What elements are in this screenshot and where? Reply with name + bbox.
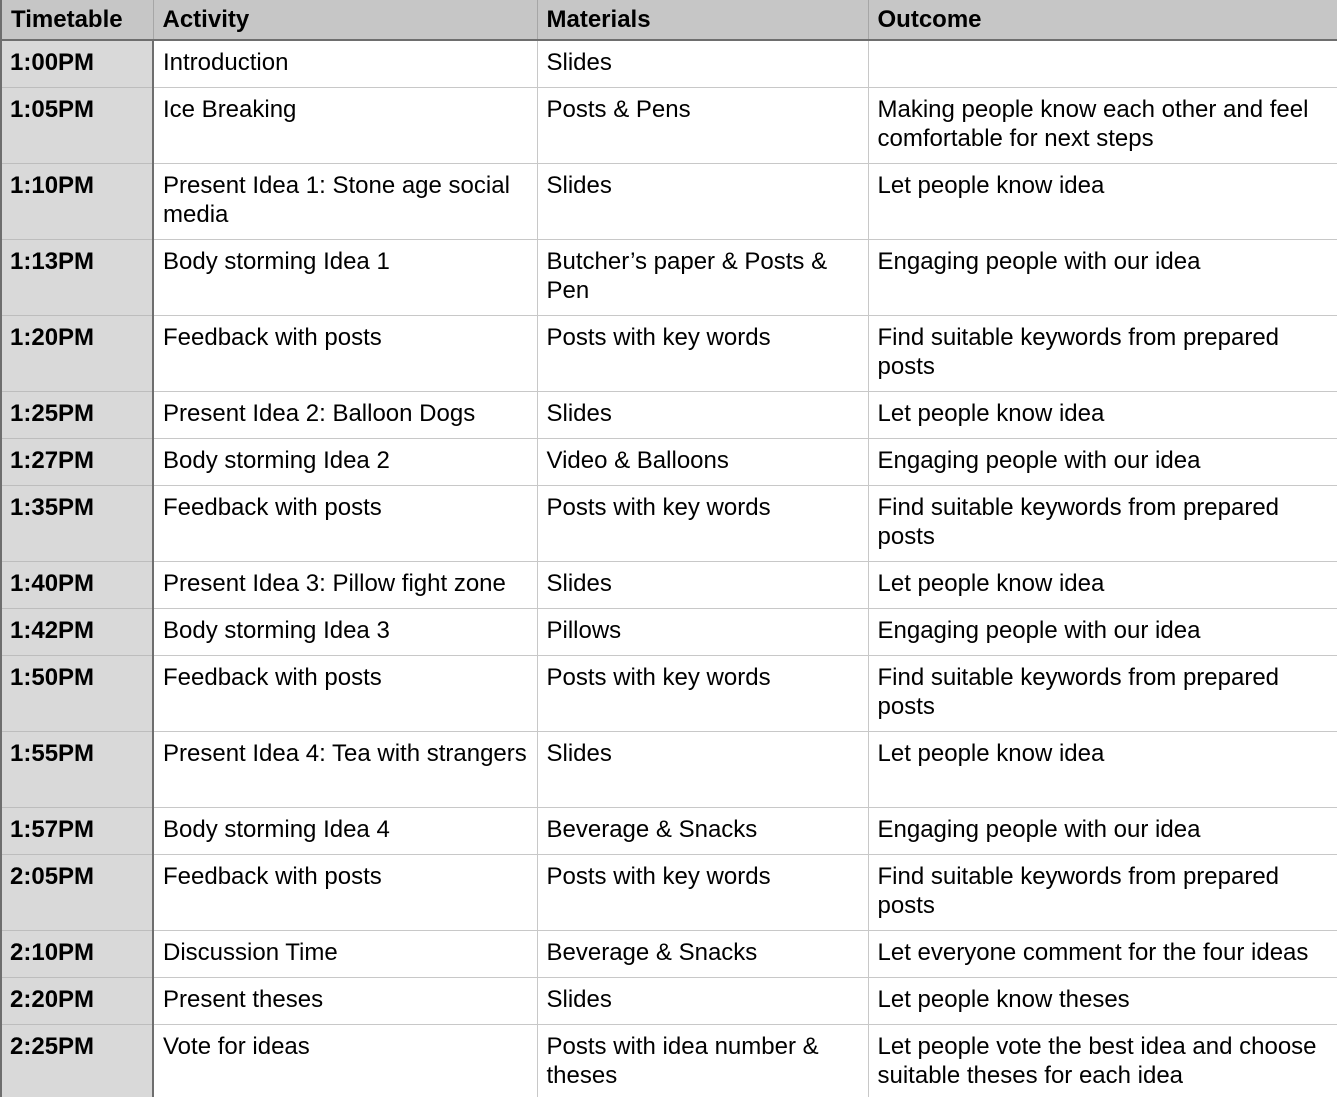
column-header-timetable[interactable]: Timetable xyxy=(1,0,153,40)
table-row xyxy=(1,239,1337,315)
column-header-outcome[interactable]: Outcome xyxy=(868,0,1337,40)
time-cell[interactable]: 1:00PM xyxy=(1,40,153,87)
materials-cell[interactable]: Slides xyxy=(537,977,868,1024)
time-cell[interactable]: 2:25PM xyxy=(1,1024,153,1097)
activity-cell[interactable]: Present Idea 4: Tea with strangers xyxy=(153,731,537,807)
materials-cell[interactable]: Beverage & Snacks xyxy=(537,807,868,854)
materials-cell[interactable]: Slides xyxy=(537,40,868,87)
activity-cell[interactable]: Present Idea 3: Pillow fight zone xyxy=(153,561,537,608)
materials-cell[interactable]: Posts with key words xyxy=(537,315,868,391)
materials-cell[interactable]: Butcher’s paper & Posts & Pen xyxy=(537,239,868,315)
activity-cell[interactable]: Present Idea 2: Balloon Dogs xyxy=(153,391,537,438)
outcome-cell[interactable]: Engaging people with our idea xyxy=(868,239,1337,315)
materials-cell[interactable]: Slides xyxy=(537,561,868,608)
activity-cell[interactable]: Feedback with posts xyxy=(153,485,537,561)
outcome-cell[interactable]: Engaging people with our idea xyxy=(868,608,1337,655)
outcome-cell[interactable]: Let people know idea xyxy=(868,391,1337,438)
activity-cell[interactable]: Ice Breaking xyxy=(153,87,537,163)
table-row xyxy=(1,87,1337,163)
materials-cell[interactable]: Pillows xyxy=(537,608,868,655)
materials-cell[interactable]: Posts with key words xyxy=(537,854,868,930)
table-row xyxy=(1,561,1337,608)
outcome-cell[interactable]: Let everyone comment for the four ideas xyxy=(868,930,1337,977)
table-row xyxy=(1,655,1337,731)
materials-cell[interactable]: Posts with key words xyxy=(537,485,868,561)
table-row xyxy=(1,731,1337,807)
time-cell[interactable]: 1:05PM xyxy=(1,87,153,163)
outcome-cell[interactable]: Find suitable keywords from prepared posts xyxy=(868,655,1337,731)
time-cell[interactable]: 1:25PM xyxy=(1,391,153,438)
materials-cell[interactable]: Posts with key words xyxy=(537,655,868,731)
activity-cell[interactable]: Body storming Idea 2 xyxy=(153,438,537,485)
activity-cell[interactable]: Body storming Idea 1 xyxy=(153,239,537,315)
outcome-cell[interactable]: Let people know idea xyxy=(868,731,1337,807)
time-cell[interactable]: 1:35PM xyxy=(1,485,153,561)
outcome-cell[interactable]: Let people know theses xyxy=(868,977,1337,1024)
time-cell[interactable]: 1:20PM xyxy=(1,315,153,391)
time-cell[interactable]: 2:05PM xyxy=(1,854,153,930)
materials-cell[interactable]: Beverage & Snacks xyxy=(537,930,868,977)
table-row xyxy=(1,438,1337,485)
time-cell[interactable]: 1:40PM xyxy=(1,561,153,608)
column-header-activity[interactable]: Activity xyxy=(153,0,537,40)
outcome-cell[interactable]: Find suitable keywords from prepared posts xyxy=(868,854,1337,930)
table-row xyxy=(1,930,1337,977)
activity-cell[interactable]: Present theses xyxy=(153,977,537,1024)
activity-cell[interactable]: Feedback with posts xyxy=(153,854,537,930)
materials-cell[interactable]: Posts with idea number & theses xyxy=(537,1024,868,1097)
materials-cell[interactable]: Slides xyxy=(537,163,868,239)
activity-cell[interactable]: Present Idea 1: Stone age social media xyxy=(153,163,537,239)
header-row xyxy=(1,0,1337,40)
activity-cell[interactable]: Feedback with posts xyxy=(153,655,537,731)
materials-cell[interactable]: Slides xyxy=(537,391,868,438)
column-header-materials[interactable]: Materials xyxy=(537,0,868,40)
table-row xyxy=(1,807,1337,854)
time-cell[interactable]: 2:10PM xyxy=(1,930,153,977)
materials-cell[interactable]: Video & Balloons xyxy=(537,438,868,485)
outcome-cell[interactable] xyxy=(868,40,1337,87)
outcome-cell[interactable]: Find suitable keywords from prepared posts xyxy=(868,315,1337,391)
activity-cell[interactable]: Discussion Time xyxy=(153,930,537,977)
table-row xyxy=(1,391,1337,438)
time-cell[interactable]: 1:27PM xyxy=(1,438,153,485)
time-cell[interactable]: 1:57PM xyxy=(1,807,153,854)
outcome-cell[interactable]: Making people know each other and feel comfortable for next steps xyxy=(868,87,1337,163)
table-row xyxy=(1,977,1337,1024)
table-row xyxy=(1,40,1337,87)
table-row xyxy=(1,854,1337,930)
activity-cell[interactable]: Body storming Idea 3 xyxy=(153,608,537,655)
activity-cell[interactable]: Body storming Idea 4 xyxy=(153,807,537,854)
table-row xyxy=(1,1024,1337,1097)
outcome-cell[interactable]: Let people know idea xyxy=(868,163,1337,239)
time-cell[interactable]: 2:20PM xyxy=(1,977,153,1024)
time-cell[interactable]: 1:13PM xyxy=(1,239,153,315)
time-cell[interactable]: 1:42PM xyxy=(1,608,153,655)
outcome-cell[interactable]: Find suitable keywords from prepared posts xyxy=(868,485,1337,561)
time-cell[interactable]: 1:55PM xyxy=(1,731,153,807)
outcome-cell[interactable]: Engaging people with our idea xyxy=(868,807,1337,854)
materials-cell[interactable]: Posts & Pens xyxy=(537,87,868,163)
activity-cell[interactable]: Vote for ideas xyxy=(153,1024,537,1097)
activity-cell[interactable]: Feedback with posts xyxy=(153,315,537,391)
time-cell[interactable]: 1:50PM xyxy=(1,655,153,731)
activity-cell[interactable]: Introduction xyxy=(153,40,537,87)
materials-cell[interactable]: Slides xyxy=(537,731,868,807)
table-row xyxy=(1,163,1337,239)
table-row xyxy=(1,608,1337,655)
outcome-cell[interactable]: Let people know idea xyxy=(868,561,1337,608)
outcome-cell[interactable]: Engaging people with our idea xyxy=(868,438,1337,485)
time-cell[interactable]: 1:10PM xyxy=(1,163,153,239)
outcome-cell[interactable]: Let people vote the best idea and choose suitable theses for each idea xyxy=(868,1024,1337,1097)
table-row xyxy=(1,485,1337,561)
table-row xyxy=(1,315,1337,391)
